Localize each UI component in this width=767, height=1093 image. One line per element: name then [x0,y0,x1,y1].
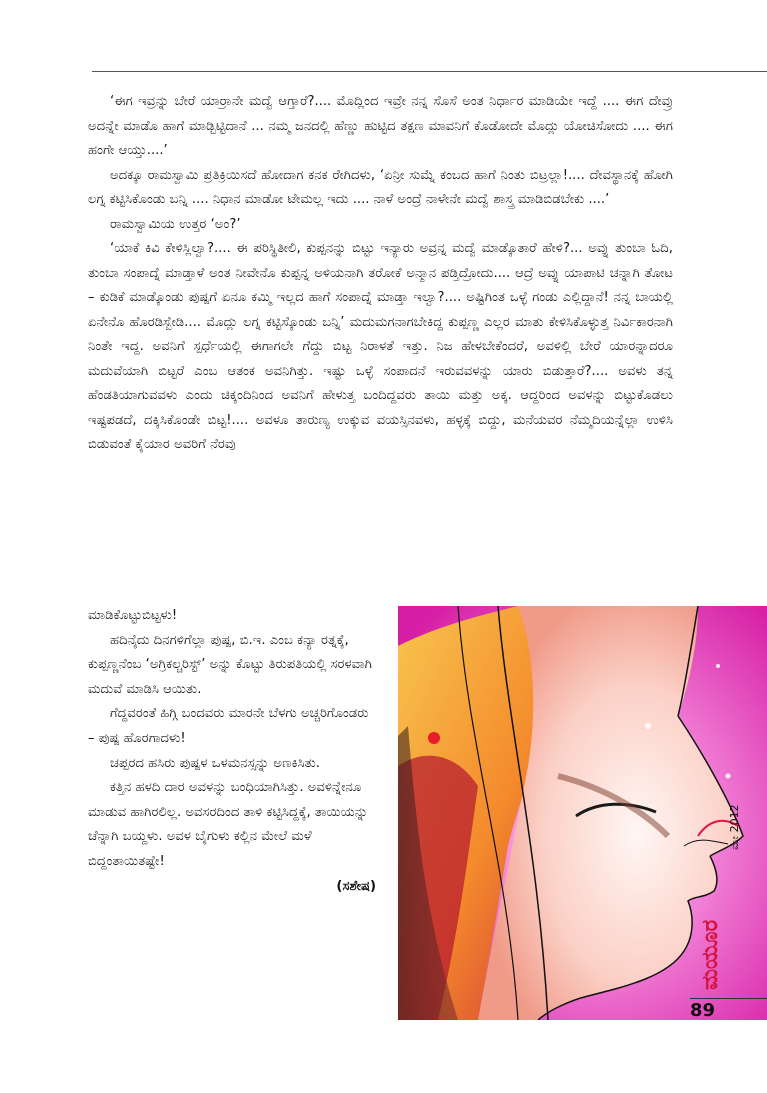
paragraph: ಕತ್ತಿನ ಹಳದಿ ದಾರ ಅವಳನ್ನು ಬಂಧಿಯಾಗಿಸಿತ್ತು. ಅವಳಿನ್ನೇನೂ ಮಾಡುವ ಹಾಗಿರಲಿಲ್ಲ. ಅವಸರದಿಂದ ತಾಳಿ ಕಟ್ಟಿಸಿದ್ದಕ್ಕೆ, ತಾಯಿಯನ್ನು ಚೆನ್ನಾಗಿ ಬಯ್ದಳು. ಅವಳ ಬೈಗುಳು ಕಲ್ಲಿನ ಮೇಲೆ ಮಳೆ ಬಿದ್ದಂತಾಯಿತಷ್ಟೇ! [88,780,369,869]
article-body-narrow [88,604,378,899]
paragraph: ಅದಕ್ಕೂ ರಾಮಸ್ವಾಮಿ ಪ್ರತಿಕ್ರಿಯಿಸದೆ ಹೋದಾಗ ಕನಕ ರೇಗಿದಳು, ‘ಏನ್ರೀ ಸುಮ್ನೆ ಕಂಬದ ಹಾಗೆ ನಿಂತು ಬಿಟ್ರಲ್ಲಾ!.... ದೇವಸ್ಥಾನಕ್ಕೆ ಹೋಗಿ ಲಗ್ನ ಕಟ್ಟಿಸಿಕೊಂಡು ಬನ್ನಿ .... ನಿಧಾನ ಮಾಡೋ ಟೇಮಲ್ಲ ಇದು .... ನಾಳೆ ಅಂದ್ರೆ ನಾಳೇನೇ ಮದ್ವೆ ಶಾಸ್ತ್ರ ಮಾಡಿಬಿಡಬೇಕು ....’ [88,167,673,207]
paragraph: ಮಾಡಿಕೊಟ್ಟುಬಿಟ್ಟಳು! [88,608,178,623]
paragraph: ರಾಮಸ್ವಾಮಿಯ ಉತ್ತರ ‘ಅಂ?’ [110,216,241,232]
top-rule [92,71,767,72]
bottom-rule [690,998,767,999]
magazine-logo: ಮಯೂರ [698,919,723,990]
continued-label: (ಸಶೇಷ) [336,878,376,894]
paragraph: ಚಪ್ಪರದ ಹಸಿರು ಪುಷ್ಪಳ ಒಳಮನಸ್ಸನ್ನು ಅಣಕಿಸಿತು. [110,755,320,771]
paragraph: ‘ಈಗ ಇವ್ರನ್ನು ಬೇರೆ ಯಾರ್ರಾನೇ ಮದ್ವೆ ಆಗ್ತಾರೆ?.... ಮೊದ್ಲಿಂದ ಇವ್ರೇ ನನ್ನ ಸೊಸೆ ಅಂತ ನಿರ್ಧಾರ ಮಾಡಿಯೇ ಇದ್ದೆ .... ಈಗ ದೇವ್ರು ಅದನ್ನೇ ಮಾಡೊ ಹಾಗೆ ಮಾಡ್ಬಿಟ್ಟಿದಾನೆ ... ನಮ್ಮ ಜನದಲ್ಲಿ ಹೆಣ್ಣು ಹುಟ್ಟಿದ ತಕ್ಷಣ ಮಾವನಿಗೆ ಕೊಡೋದೇ ಮೊದ್ಲು ಯೋಚಿಸೋದು .... ಈಗ ಹಂಗೇ ಆಯ್ತು....’ [88,94,673,158]
page-number: 89 [690,1000,716,1021]
paragraph: ಗೆದ್ದವರಂತೆ ಹಿಗ್ಗಿ ಬಂದವರು ಮಾರನೇ ಬೆಳಗು ಅಚ್ಚರಿಗೊಂಡರು – ಪುಷ್ಪ ಹೊರಗಾದಳು! [88,706,369,746]
paragraph: ‘ಯಾಕೆ ಕಿವಿ ಕೇಳಿಸ್ಲಿಲ್ವಾ?.... ಈ ಪರಿಸ್ಥಿತೀಲಿ, ಕುಪ್ಪನನ್ನು ಬಿಟ್ಟು ಇನ್ಯಾರು ಅವ್ರನ್ನ ಮದ್ವೆ ಮಾಡ್ಕೊತಾರೆ ಹೇಳಿ?... ಅವ್ನು ತುಂಬಾ ಓದಿ, ತುಂಬಾ ಸಂಪಾದ್ನೆ ಮಾಡ್ತಾಳೆ ಅಂತ ನೀವೇನೊ ಕುಪ್ಪನ್ನ ಅಳಿಯನಾಗಿ ತರೋಕೆ ಅನ್ಮಾನ ಪಡ್ತಿದ್ರೋದು.... ಆದ್ರೆ ಅವ್ನು ಯಾಪಾಟಿ ಚನ್ನಾಗಿ ತೋಟ – ಕುಡಿಕೆ ಮಾಡ್ಕೊಂಡು ಪುಷ್ಪಗೆ ಏನೂ ಕಮ್ಮಿ ಇಲ್ಲದ ಹಾಗೆ ಸಂಪಾದ್ನೆ ಮಾಡ್ತಾ ಇಲ್ವಾ?.... ಅಷ್ಟಿಗಿಂತ ಒಳ್ಳೆ ಗಂಡು ಎಲ್ಲಿದ್ದಾನೆ! ನನ್ನ ಬಾಯಲ್ಲಿ ಏನೇನೊ ಹೊರಡಿಸ್ಬೇಡಿ.... ಮೊದ್ಲು ಲಗ್ನ ಕಟ್ಟಿಸ್ಕೊಂಡು ಬನ್ನಿ’ ಮದುಮಗನಾಗಬೇಕಿದ್ದ ಕುಪ್ಪಣ್ಣ ಎಲ್ಲರ ಮಾತು ಕೇಳಿಸಿಕೊಳ್ಳುತ್ತ ನಿರ್ವಿಕಾರನಾಗಿ ನಿಂತೇ ಇದ್ದ. ಅವನಿಗೆ ಸ್ಪರ್ಧೆಯಲ್ಲಿ ಈಗಾಗಲೇ ಗೆದ್ದು ಬಿಟ್ಟ ನಿರಾಳತೆ ಇತ್ತು. ನಿಜ ಹೇಳಬೇಕೆಂದರೆ, ಅವಳಿಲ್ಲಿ ಬೇರೆ ಯಾರನ್ನಾದರೂ ಮದುವೆಯಾಗಿ ಬಿಟ್ಟರೆ ಎಂಬ ಆತಂಕ ಅವನಿಗಿತ್ತು. ಇಷ್ಟು ಒಳ್ಳೆ ಸಂಪಾದನೆ ಇರುವವಳನ್ನು ಯಾರು ಬಿಡುತ್ತಾರೆ?.... ಅವಳು ತನ್ನ ಹೆಂಡತಿಯಾಗುವವಳು ಎಂದು ಚಿಕ್ಕಂದಿನಿಂದ ಅವನಿಗೆ ಹೇಳುತ್ತ ಬಂದಿದ್ದವರು ತಾಯಿ ಮತ್ತು ಅಕ್ಕ. ಆದ್ದರಿಂದ ಅವಳನ್ನು ಬಿಟ್ಟುಕೊಡಲು ಇಷ್ಟಪಡದೆ, ದಕ್ಕಿಸಿಕೊಂಡೇ ಬಿಟ್ಟ!.... ಅವಳೂ ತಾರುಣ್ಯ ಉಕ್ಕುವ ವಯಸ್ಸಿನವಳು, ಹಳ್ಳಕ್ಕೆ ಬಿದ್ದು, ಮನೆಯವರ ನೆಮ್ಮದಿಯನ್ನೆಲ್ಲಾ ಉಳಿಸಿ ಬಿಡುವಂತೆ ಕೈಯಾರ ಅವರಿಗೆ ನೆರವು [88,241,673,452]
article-body [88,90,673,458]
issue-date: ಮೇ 2012 [728,804,741,850]
paragraph: ಹದಿನೈದು ದಿನಗಳಿಗೆಲ್ಲಾ ಪುಷ್ಪ, ಬಿ.ಇ. ಎಂಬ ಕನ್ಯಾ ರತ್ನಕ್ಕೆ, ಕುಪ್ಪಣ್ಣನೆಂಬ ‘ಅಗ್ರಿಕಲ್ಚರಿಸ್ಟ್’ ಅನ್ನು ಕೊಟ್ಟು ತಿರುಪತಿಯಲ್ಲಿ ಸರಳವಾಗಿ ಮದುವೆ ಮಾಡಿಸಿ ಆಯಿತು. [88,632,373,697]
